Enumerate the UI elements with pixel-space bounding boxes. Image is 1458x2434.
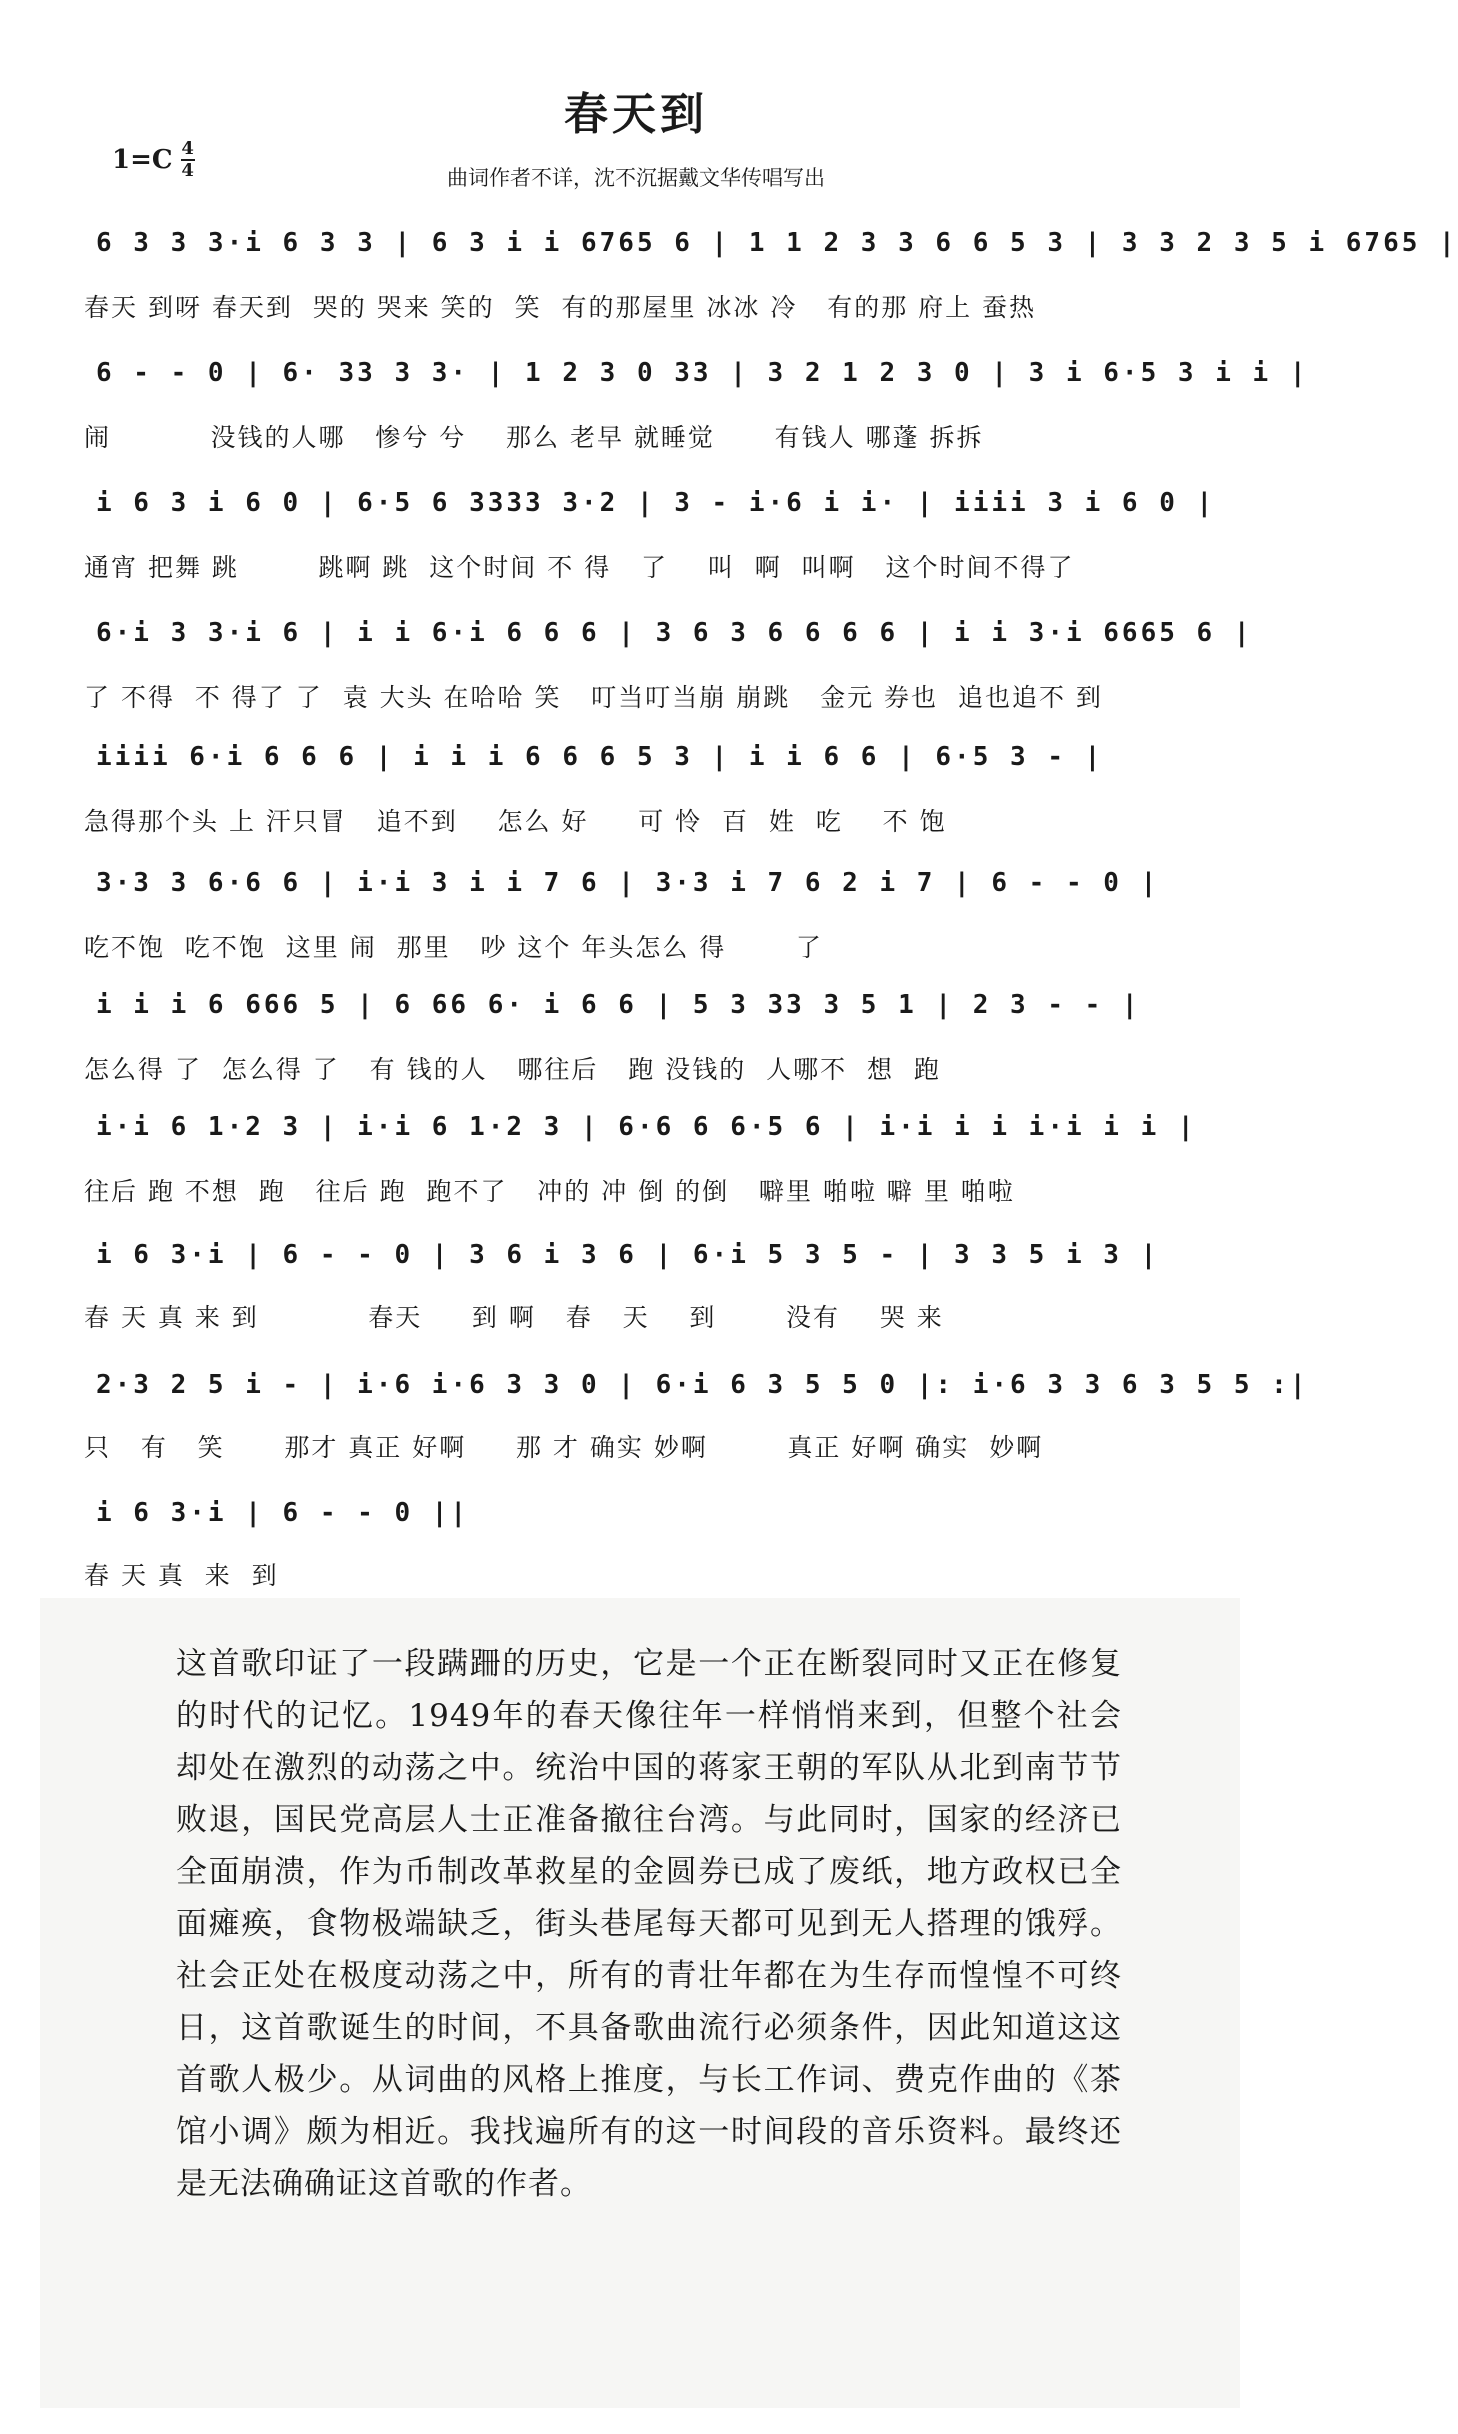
- credits-line: 曲词作者不详，沈不沉据戴文华传唱写出: [447, 166, 825, 190]
- lyrics-line-10: 只 有 笑 那才 真正 好啊 那 才 确实 妙啊 真正 好啊 确实 妙啊: [84, 1433, 1044, 1462]
- lyrics-line-7: 怎么得 了 怎么得 了 有 钱的人 哪往后 跑 没钱的 人哪不 想 跑: [84, 1055, 941, 1084]
- notes-line-8: i·i 6 1·2 3 | i·i 6 1·2 3 | 6·6 6 6·5 6 | i·i i i i·i i i |: [96, 1112, 1197, 1142]
- notes-line-2: 6 - - 0 | 6· 33 3 3· | 1 2 3 0 33 | 3 2 1 2 3 0 | 3 i 6·5 3 i i |: [96, 358, 1309, 388]
- time-signature-bottom: 4: [181, 160, 194, 181]
- lyrics-line-9: 春 天 真 来 到 春天 到 啊 春 天 到 没有 哭 来: [84, 1303, 944, 1332]
- notes-line-1: 6 3 3 3·i 6 3 3 | 6 3 i i 6765 6 | 1 1 2 3 3 6 6 5 3 | 3 3 2 3 5 i 6765 |: [96, 228, 1458, 258]
- notes-line-5: iiii 6·i 6 6 6 | i i i 6 6 6 5 3 | i i 6 6 | 6·5 3 - |: [96, 742, 1104, 772]
- lyrics-line-8: 往后 跑 不想 跑 往后 跑 跑不了 冲的 冲 倒 的倒 噼里 啪啦 噼 里 啪啦: [84, 1177, 1015, 1206]
- lyrics-line-2: 闹 没钱的人哪 惨兮 兮 那么 老早 就睡觉 有钱人 哪蓬 拆拆: [84, 423, 984, 452]
- notes-line-3: i 6 3 i 6 0 | 6·5 6 3333 3·2 | 3 - i·6 i i· | iiii 3 i 6 0 |: [96, 488, 1216, 518]
- notes-line-6: 3·3 3 6·6 6 | i·i 3 i i 7 6 | 3·3 i 7 6 2 i 7 | 6 - - 0 |: [96, 868, 1160, 898]
- essay-box: [40, 1598, 1240, 2408]
- essay-text: 这首歌印证了一段蹒跚的历史，它是一个正在断裂同时又正在修复的时代的记忆。1949年的春天像往年一样悄悄来到，但整个社会却处在激烈的动荡之中。统治中国的蒋家王朝的军队从北到南节节败退，国民党高层人士正准备撤往台湾。与此同时，国家的经济已全面崩溃，作为币制改革救星的金圆券已成了废纸，地方政权已全面瘫痪，食物极端缺乏，街头巷尾每天都可见到无人搭理的饿殍。社会正处在极度动荡之中，所有的青壮年都在为生存而惶惶不可终日，这首歌诞生的时间，不具备歌曲流行必须条件，因此知道这这首歌人极少。从词曲的风格上推度，与长工作词、费克作曲的《茶馆小调》颇为相近。我找遍所有的这一时间段的音乐资料。最终还是无法确确证这首歌的作者。: [176, 1646, 1122, 2202]
- lyrics-line-6: 吃不饱 吃不饱 这里 闹 那里 吵 这个 年头怎么 得 了: [84, 933, 823, 962]
- notes-line-9: i 6 3·i | 6 - - 0 | 3 6 i 3 6 | 6·i 5 3 5 - | 3 3 5 i 3 |: [96, 1240, 1160, 1270]
- time-signature-top: 4: [181, 138, 194, 159]
- song-title: 春天到: [564, 89, 708, 140]
- lyrics-line-3: 通宵 把舞 跳 跳啊 跳 这个时间 不 得 了 叫 啊 叫啊 这个时间不得了: [84, 553, 1075, 582]
- lyrics-line-5: 急得那个头 上 汗只冒 追不到 怎么 好 可 怜 百 姓 吃 不 饱: [84, 807, 947, 836]
- notes-line-11: i 6 3·i | 6 - - 0 ||: [96, 1498, 470, 1528]
- notes-line-10: 2·3 2 5 i - | i·6 i·6 3 3 0 | 6·i 6 3 5 5 0 |: i·6 3 3 6 3 5 5 :|: [96, 1370, 1309, 1400]
- lyrics-line-4: 了 不得 不 得了 了 袁 大头 在哈哈 笑 叮当叮当崩 崩跳 金元 券也 追也追不 到: [84, 683, 1103, 712]
- notes-line-4: 6·i 3 3·i 6 | i i 6·i 6 6 6 | 3 6 3 6 6 6 6 | i i 3·i 6665 6 |: [96, 618, 1253, 648]
- key-label: 1=C: [112, 145, 173, 175]
- notes-line-7: i i i 6 666 5 | 6 66 6· i 6 6 | 5 3 33 3 5 1 | 2 3 - - |: [96, 990, 1141, 1020]
- lyrics-line-1: 春天 到呀 春天到 哭的 哭来 笑的 笑 有的那屋里 冰冰 冷 有的那 府上 蚕热: [84, 293, 1037, 322]
- lyrics-line-11: 春 天 真 来 到: [84, 1561, 279, 1590]
